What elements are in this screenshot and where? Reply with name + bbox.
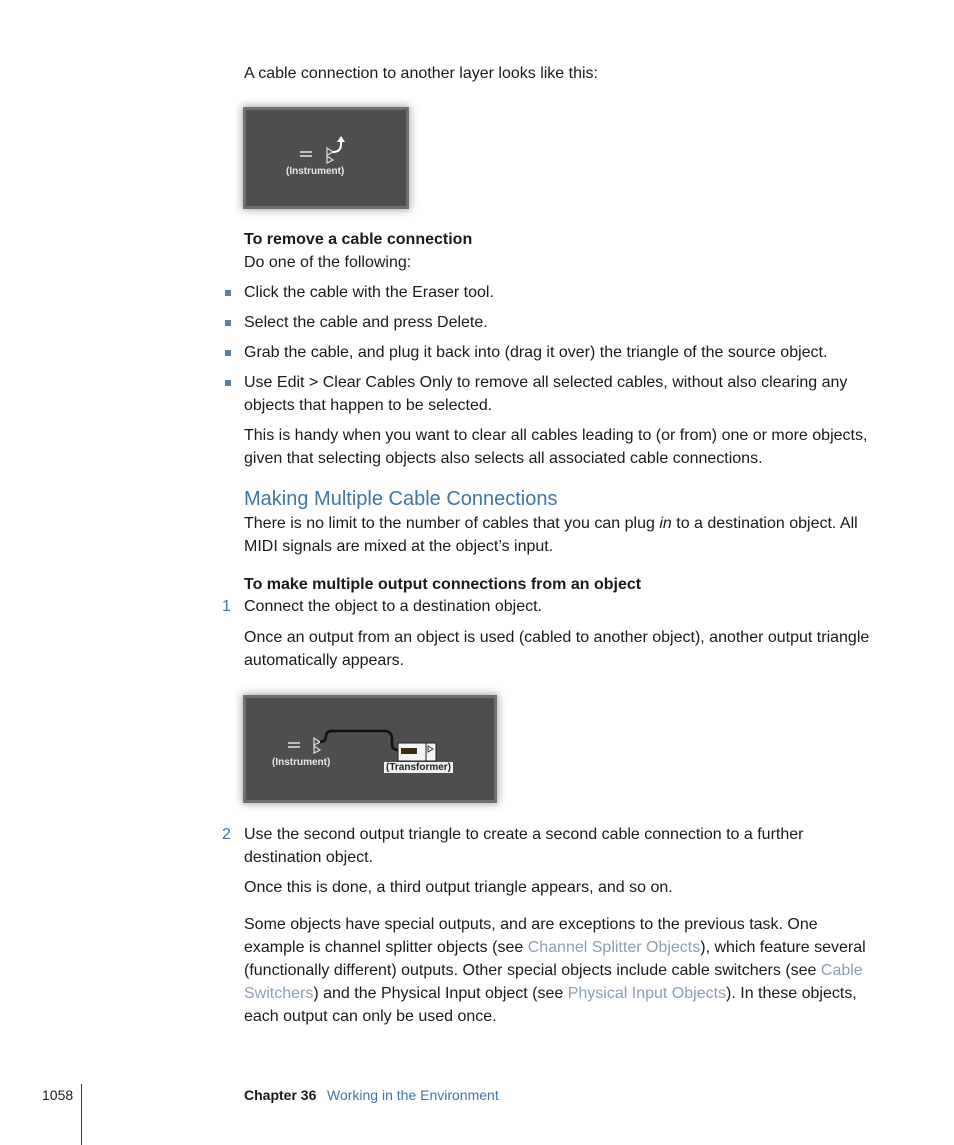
task-title-multiple-outputs: To make multiple output connections from an object xyxy=(244,576,642,593)
cable-connection-diagram xyxy=(246,698,494,800)
section-paragraph xyxy=(244,512,876,558)
section-paragraph-emphasis: in xyxy=(659,515,672,532)
link-cable-switchers[interactable]: Cable Switchers xyxy=(244,962,863,1002)
figure-instrument-cable xyxy=(246,110,406,206)
list-item: Select the cable and press Delete. xyxy=(244,314,488,331)
section-paragraph-before: There is no limit to the number of cables that you can plug xyxy=(244,515,660,532)
closing-text-4: ). In these objects, each output can only be used once. xyxy=(244,985,857,1025)
step-text: Connect the object to a destination object. xyxy=(244,598,542,615)
section-heading: Making Multiple Cable Connections xyxy=(244,488,558,510)
step-text: Use the second output triangle to create a second cable connection to a further destination object. xyxy=(244,826,804,866)
list-item: Grab the cable, and plug it back into (drag it over) the triangle of the source object. xyxy=(244,344,828,361)
bullet-marker xyxy=(225,380,231,386)
figure2-instrument-label: (Instrument) xyxy=(272,757,331,768)
page-number: 1058 xyxy=(42,1087,74,1103)
closing-paragraph xyxy=(244,913,876,1028)
link-physical-input-objects[interactable]: Physical Input Objects xyxy=(567,985,727,1002)
link-channel-splitter-objects[interactable]: Channel Splitter Objects xyxy=(527,939,701,956)
closing-text-2: ), which feature several (functionally different) outputs. Other special objects include cable switchers (see xyxy=(244,939,866,979)
bullet-marker xyxy=(225,290,231,296)
instrument-icon xyxy=(246,110,406,206)
bullet-marker xyxy=(225,320,231,326)
step-note: Once this is done, a third output triangle appears, and so on. xyxy=(244,879,673,896)
bullet-marker xyxy=(225,350,231,356)
figure-instrument-transformer xyxy=(246,698,494,800)
intro-text: A cable connection to another layer looks like this: xyxy=(244,65,598,82)
closing-text-3: ) and the Physical Input object (see xyxy=(313,985,568,1002)
step-note: Once an output from an object is used (cabled to another object), another output triangle automatically appears. xyxy=(244,629,870,669)
figure2-transformer-label: (Transformer) xyxy=(386,762,452,773)
footer-chapter: Chapter 36 xyxy=(244,1087,317,1103)
step-number: 2 xyxy=(222,826,231,843)
task-note: This is handy when you want to clear all cables leading to (or from) one or more objects, given that selecting objects also selects all associated cable connections. xyxy=(244,427,868,467)
section-paragraph-after: to a destination object. All MIDI signals are mixed at the object’s input. xyxy=(244,515,858,555)
task-lead: Do one of the following: xyxy=(244,254,412,271)
footer-chapter-title: Working in the Environment xyxy=(327,1087,499,1103)
list-item: Click the cable with the Eraser tool. xyxy=(244,284,494,301)
figure1-instrument-label: (Instrument) xyxy=(286,166,345,177)
footer-divider xyxy=(81,1084,82,1145)
list-item: Use Edit > Clear Cables Only to remove all selected cables, without also clearing any objects that happen to be selected. xyxy=(244,374,848,414)
step-number: 1 xyxy=(222,598,231,615)
task-title-remove-cable: To remove a cable connection xyxy=(244,231,473,248)
closing-text-1: Some objects have special outputs, and are exceptions to the previous task. One example is channel splitter objects (see xyxy=(244,916,818,956)
